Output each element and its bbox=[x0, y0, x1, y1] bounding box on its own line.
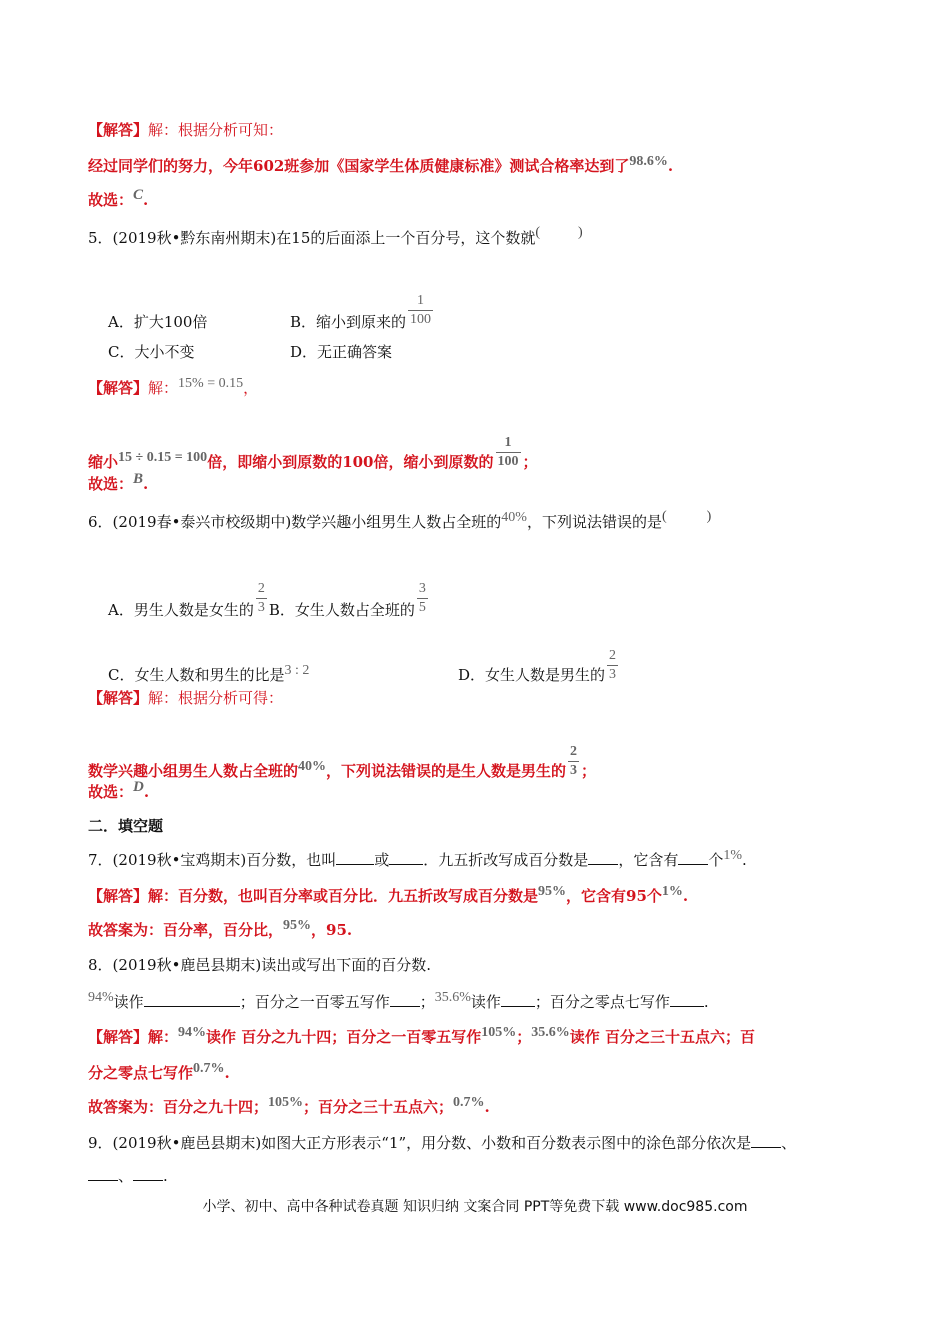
q8-stem: 8．(2019秋•鹿邑县期末)读出或写出下面的百分数. bbox=[88, 956, 432, 974]
q6-options-ab bbox=[108, 581, 430, 620]
blank[interactable] bbox=[678, 850, 708, 865]
q5-options-cd bbox=[108, 342, 392, 362]
q6-options-cd: C．女生人数和男生的比是3 : 2 D．女生人数是男生的 $\frac{2}{3}$ bbox=[108, 648, 617, 684]
q5-option-c: C．大小不变 bbox=[108, 343, 195, 361]
answer-a-line1: 【解答】解：根据分析可知： bbox=[88, 121, 284, 139]
blank[interactable] bbox=[389, 850, 423, 865]
q8-line: 94%读作 ；百分之一百零五写作 ；35.6%读作 ；百分之零点七写作 . bbox=[88, 990, 709, 1011]
q5-option-b: B．缩小到原来的 bbox=[290, 313, 407, 331]
q8-final: 故答案为：百分之九十四；105%；百分之三十五点六；0.7%. bbox=[88, 1095, 490, 1116]
q5-answer-line1: 【解答】解：15% = 0.15， bbox=[88, 376, 259, 397]
page-footer: 小学、初中、高中各种试卷真题 知识归纳 文案合同 PPT等免费下载 www.doc985.com bbox=[202, 1199, 748, 1215]
q5-option-a: A．扩大100倍 bbox=[108, 313, 208, 331]
blank[interactable] bbox=[751, 1133, 781, 1148]
section-title: 二．填空题 bbox=[88, 817, 164, 835]
q6-stem: 6．(2019春•泰兴市校级期中)数学兴趣小组男生人数占全班的40%，下列说法错误的是( ) bbox=[88, 509, 712, 531]
q5-option-b-fraction: $\frac{1}{100}$ bbox=[410, 293, 432, 327]
q8-answer-line2: 分之零点七写作0.7%. bbox=[88, 1061, 230, 1082]
q7-answer: 【解答】解：百分数，也叫百分率或百分比．九五折改写成百分数是95%，它含有95个1%. bbox=[88, 884, 689, 905]
blank[interactable] bbox=[133, 1166, 163, 1181]
q5-choice: 故选：B. bbox=[88, 471, 149, 493]
answer-a-choice: 故选：C. bbox=[88, 187, 149, 209]
blank[interactable] bbox=[336, 850, 374, 865]
q5-answer-fraction: $\frac{1}{100}$ bbox=[497, 435, 519, 469]
q5-answer-line2: 缩小15 ÷ 0.15 = 100倍，即缩小到原数的100倍，缩小到原数的 $\frac{1}{100}$ ； bbox=[88, 435, 538, 471]
q6-option-a: A．男生人数是女生的 bbox=[108, 601, 254, 619]
q6-option-a-fraction: $\frac{2}{3}$ bbox=[257, 581, 265, 615]
q5-stem: 5．(2019秋•黔东南州期末)在15的后面添上一个百分号，这个数就( ) bbox=[88, 225, 583, 247]
answer-a-line2: 经过同学们的努力，今年602班参加《国家学生体质健康标准》测试合格率达到了98.6%. bbox=[88, 154, 674, 175]
math-percent: 98.6% bbox=[629, 154, 668, 169]
q6-answer-fraction: $\frac{2}{3}$ bbox=[570, 744, 578, 778]
q6-answer-line1: 【解答】解：根据分析可得： bbox=[88, 689, 284, 707]
blank[interactable] bbox=[88, 1166, 118, 1181]
blank[interactable] bbox=[670, 992, 704, 1007]
q7-stem: 7．(2019秋•宝鸡期末)百分数，也叫 或 ．九五折改写成百分数是 ，它含有 个1%. bbox=[88, 848, 747, 869]
q9-blanks: 、 . bbox=[88, 1166, 168, 1186]
q6-choice: 故选：D. bbox=[88, 779, 150, 801]
q6-option-d-fraction: $\frac{2}{3}$ bbox=[609, 648, 617, 682]
q6-option-b-fraction: $\frac{3}{5}$ bbox=[418, 581, 426, 615]
q9-stem: 9．(2019秋•鹿邑县期末)如图大正方形表示“1”，用分数、小数和百分数表示图中的涂色部分依次是 、 bbox=[88, 1134, 797, 1152]
blank[interactable] bbox=[588, 850, 618, 865]
blank[interactable] bbox=[390, 992, 420, 1007]
blank[interactable] bbox=[144, 992, 240, 1007]
q5-options-ab bbox=[108, 293, 435, 332]
q5-option-d: D．无正确答案 bbox=[290, 343, 393, 361]
q6-option-c: C．女生人数和男生的比是 bbox=[108, 666, 285, 684]
q8-answer-line1: 【解答】解：94%读作 百分之九十四；百分之一百零五写作105%；35.6%读作 百分之三十五点六；百 bbox=[88, 1025, 756, 1046]
q6-option-b: B．女生人数占全班的 bbox=[268, 601, 415, 619]
answer-tag: 【解答】 bbox=[88, 121, 149, 139]
q7-final: 故答案为：百分率，百分比，95%，95. bbox=[88, 918, 353, 939]
q6-answer-line2: 数学兴趣小组男生人数占全班的40%，下列说法错误的是生人数是男生的 $\frac{2}{3}$ ； bbox=[88, 744, 597, 780]
blank[interactable] bbox=[501, 992, 535, 1007]
q6-option-d: D．女生人数是男生的 bbox=[458, 666, 606, 684]
